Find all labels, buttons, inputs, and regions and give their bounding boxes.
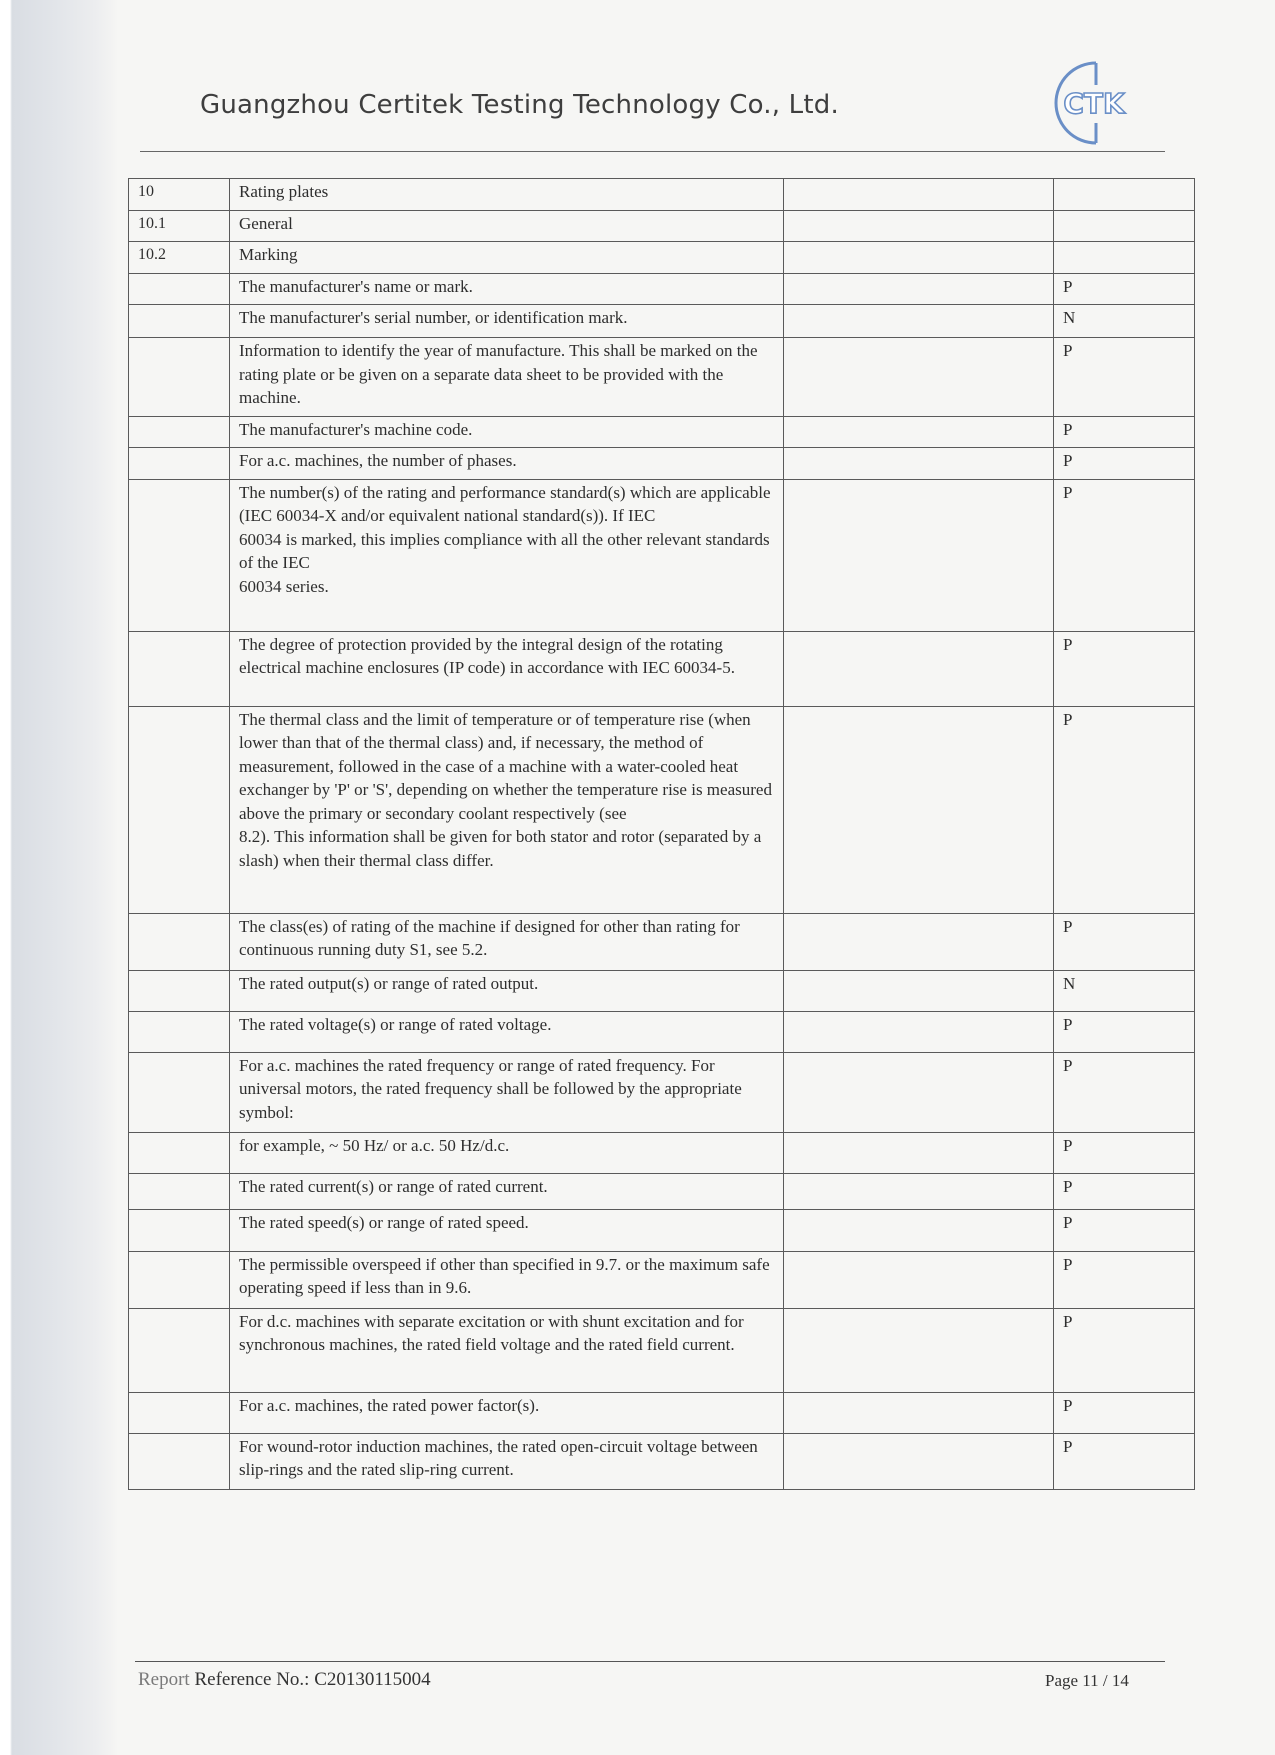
verdict: P — [1054, 479, 1195, 631]
verdict: P — [1054, 1392, 1195, 1433]
clause-number: 10.2 — [129, 242, 230, 274]
result-remark — [784, 1433, 1054, 1489]
verdict: P — [1054, 1052, 1195, 1132]
result-remark — [784, 416, 1054, 448]
table-row — [129, 970, 1195, 1011]
result-remark — [784, 1132, 1054, 1173]
requirement-text: The permissible overspeed if other than specified in 9.7. or the maximum safe operating speed if less than in 9.6. — [230, 1251, 784, 1308]
table-row — [129, 305, 1195, 338]
requirement-text: The degree of protection provided by the integral design of the rotating electrical machine enclosures (IP code) in accordance with IEC 60034-5. — [230, 631, 784, 706]
requirement-text: General — [230, 210, 784, 242]
verdict: P — [1054, 1251, 1195, 1308]
requirement-text: The rated current(s) or range of rated current. — [230, 1173, 784, 1209]
requirement-text: The manufacturer's machine code. — [230, 416, 784, 448]
verdict: P — [1054, 448, 1195, 480]
report-reference-number: C20130115004 — [314, 1669, 431, 1690]
requirement-text: Information to identify the year of manufacture. This shall be marked on the rating plate or be given on a separate data sheet to be provided with the machine. — [230, 338, 784, 417]
report-reference-label: Reference No.: — [189, 1669, 315, 1690]
requirement-text: Marking — [230, 242, 784, 274]
requirement-text: For a.c. machines, the rated power factor(s). — [230, 1392, 784, 1433]
requirement-text: The class(es) of rating of the machine if designed for other than rating for continuous running duty S1, see 5.2. — [230, 913, 784, 970]
logo-text: CTK — [1063, 87, 1125, 120]
clause-number — [129, 1251, 230, 1308]
page-number: Page 11 / 14 — [1045, 1671, 1129, 1690]
clause-number — [129, 1209, 230, 1251]
result-remark — [784, 1209, 1054, 1251]
requirement-text: The number(s) of the rating and performance standard(s) which are applicable (IEC 60034-X and/or equivalent national standard(s)). If IEC 60034 is marked, this implies compliance with all the other relevant standards of the IEC 60034 series. — [230, 479, 784, 631]
clause-number — [129, 1308, 230, 1392]
requirement-text: For d.c. machines with separate excitation or with shunt excitation and for synchronous machines, the rated field voltage and the rated field current. — [230, 1308, 784, 1392]
table-row — [129, 913, 1195, 970]
requirement-text: Rating plates — [230, 179, 784, 211]
result-remark — [784, 448, 1054, 480]
requirement-text: For a.c. machines the rated frequency or range of rated frequency. For universal motors, the rated frequency shall be followed by the appropriate symbol: — [230, 1052, 784, 1132]
clause-number: 10 — [129, 179, 230, 211]
verdict: P — [1054, 338, 1195, 417]
table-row — [129, 1011, 1195, 1052]
table-row — [129, 1052, 1195, 1132]
result-remark — [784, 479, 1054, 631]
requirement-text: for example, ~ 50 Hz/ or a.c. 50 Hz/d.c. — [230, 1132, 784, 1173]
table-row — [129, 448, 1195, 480]
footer-divider — [135, 1661, 1165, 1662]
table-row — [129, 179, 1195, 211]
clause-number — [129, 1132, 230, 1173]
company-name: Guangzhou Certitek Testing Technology Co., Ltd. — [200, 90, 839, 120]
result-remark — [784, 1011, 1054, 1052]
table-row — [129, 416, 1195, 448]
result-remark — [784, 179, 1054, 211]
result-remark — [784, 1392, 1054, 1433]
result-remark — [784, 1308, 1054, 1392]
clause-number — [129, 1392, 230, 1433]
requirement-text: The thermal class and the limit of temperature or of temperature rise (when lower than that of the thermal class) and, if necessary, the method of measurement, followed in the case of a machine with a water-cooled heat exchanger by 'P' or 'S', depending on whether the temperature rise is measured above the primary or secondary coolant respectively (see 8.2). This information shall be given for both stator and rotor (separated by a slash) when their thermal class differ. — [230, 706, 784, 913]
table-row — [129, 1433, 1195, 1489]
clause-number — [129, 706, 230, 913]
table-row — [129, 1132, 1195, 1173]
clause-number — [129, 1011, 230, 1052]
clause-number — [129, 479, 230, 631]
verdict — [1054, 242, 1195, 274]
table-row — [129, 273, 1195, 305]
result-remark — [784, 338, 1054, 417]
table-row — [129, 631, 1195, 706]
table-row — [129, 479, 1195, 631]
result-remark — [784, 305, 1054, 338]
clause-number — [129, 305, 230, 338]
clause-number — [129, 448, 230, 480]
table-row — [129, 338, 1195, 417]
result-remark — [784, 273, 1054, 305]
result-remark — [784, 970, 1054, 1011]
table-row — [129, 1392, 1195, 1433]
clause-number: 10.1 — [129, 210, 230, 242]
requirement-text: For a.c. machines, the number of phases. — [230, 448, 784, 480]
table-row — [129, 210, 1195, 242]
clause-table — [128, 178, 1195, 1490]
verdict: P — [1054, 1132, 1195, 1173]
result-remark — [784, 210, 1054, 242]
table-row — [129, 706, 1195, 913]
clause-number — [129, 970, 230, 1011]
ctk-logo-icon — [1044, 55, 1144, 155]
clause-number — [129, 1433, 230, 1489]
verdict: P — [1054, 273, 1195, 305]
result-remark — [784, 706, 1054, 913]
result-remark — [784, 1052, 1054, 1132]
table-row — [129, 1173, 1195, 1209]
clause-number — [129, 273, 230, 305]
clause-number — [129, 913, 230, 970]
result-remark — [784, 1173, 1054, 1209]
report-reference-label-faint: Report — [138, 1669, 190, 1690]
verdict: N — [1054, 970, 1195, 1011]
verdict: N — [1054, 305, 1195, 338]
verdict: P — [1054, 1433, 1195, 1489]
requirement-text: The manufacturer's serial number, or identification mark. — [230, 305, 784, 338]
table-row — [129, 242, 1195, 274]
clause-number — [129, 416, 230, 448]
result-remark — [784, 1251, 1054, 1308]
verdict: P — [1054, 631, 1195, 706]
header-divider — [140, 151, 1165, 152]
verdict: P — [1054, 416, 1195, 448]
clause-number — [129, 1052, 230, 1132]
requirement-text: The rated voltage(s) or range of rated voltage. — [230, 1011, 784, 1052]
verdict: P — [1054, 1209, 1195, 1251]
clause-number — [129, 338, 230, 417]
requirement-text: For wound-rotor induction machines, the rated open-circuit voltage between slip-rings and the rated slip-ring current. — [230, 1433, 784, 1489]
verdict — [1054, 179, 1195, 211]
table-row — [129, 1308, 1195, 1392]
requirement-text: The rated output(s) or range of rated output. — [230, 970, 784, 1011]
report-reference — [138, 1669, 431, 1691]
table-row — [129, 1251, 1195, 1308]
verdict: P — [1054, 1173, 1195, 1209]
table-row — [129, 1209, 1195, 1251]
verdict: P — [1054, 706, 1195, 913]
scan-edge-shadow — [0, 0, 118, 1755]
requirement-text: The manufacturer's name or mark. — [230, 273, 784, 305]
verdict: P — [1054, 913, 1195, 970]
verdict: P — [1054, 1011, 1195, 1052]
result-remark — [784, 631, 1054, 706]
verdict — [1054, 210, 1195, 242]
clause-number — [129, 631, 230, 706]
requirement-text: The rated speed(s) or range of rated speed. — [230, 1209, 784, 1251]
clause-number — [129, 1173, 230, 1209]
result-remark — [784, 242, 1054, 274]
result-remark — [784, 913, 1054, 970]
verdict: P — [1054, 1308, 1195, 1392]
